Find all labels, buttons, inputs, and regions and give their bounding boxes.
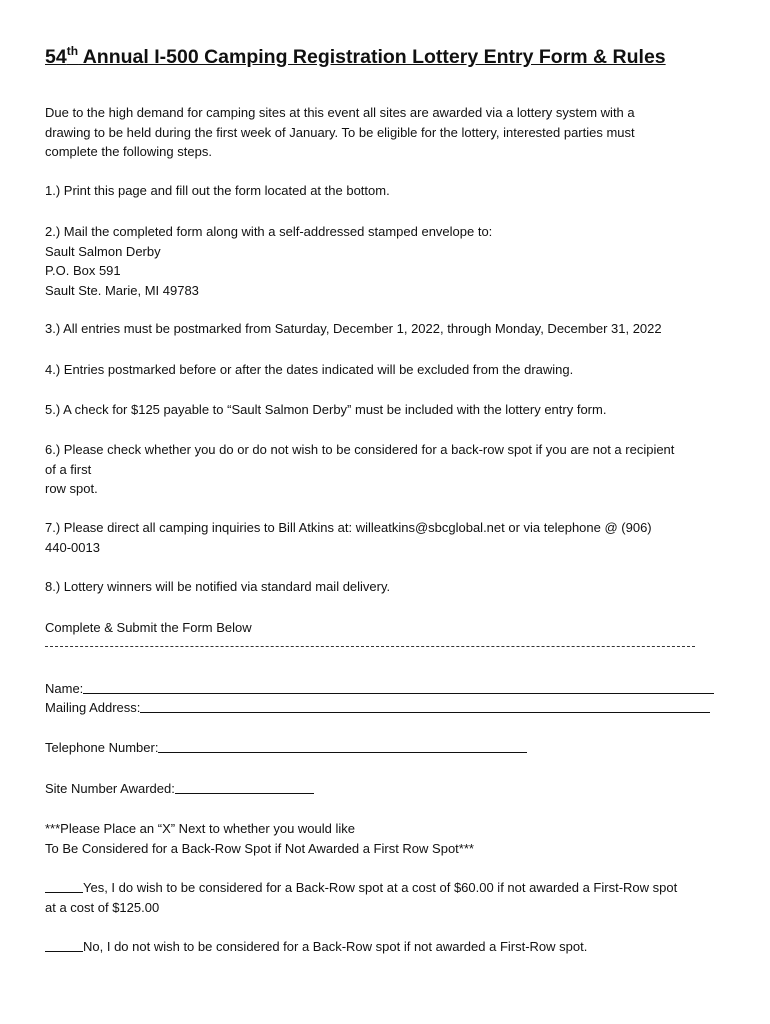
- name-field: [45, 679, 735, 699]
- intro-line: Due to the high demand for camping sites at this event all sites are awarded via a lottery system with a: [45, 105, 635, 120]
- address-line: P.O. Box 591: [45, 263, 121, 278]
- step-6: [45, 440, 735, 499]
- step-text: 7.) Please direct all camping inquiries to Bill Atkins at: willeatkins@sbcglobal.net or via telephone @ (906): [45, 520, 652, 535]
- back-row-instruction: [45, 819, 735, 858]
- form-heading: [45, 618, 735, 638]
- site-number-label: Site Number Awarded:: [45, 781, 175, 796]
- telephone-label: Telephone Number:: [45, 740, 159, 755]
- yes-mark-line[interactable]: [45, 880, 83, 893]
- page-title: [45, 46, 666, 69]
- step-text: 6.) Please check whether you do or do not wish to be considered for a back-row spot if you are not a recipient: [45, 442, 675, 457]
- mailing-address-label: Mailing Address:: [45, 700, 141, 715]
- intro-paragraph: [45, 103, 735, 162]
- name-input-line[interactable]: [83, 681, 714, 694]
- title-text: Annual I-500 Camping Registration Lottery Entry Form & Rules: [78, 46, 666, 68]
- step-text: 3.) All entries must be postmarked from Saturday, December 1, 2022, through Monday, December 31, 2022: [45, 321, 662, 336]
- yes-option: [45, 878, 735, 917]
- intro-line: complete the following steps.: [45, 144, 212, 159]
- step-7: [45, 518, 735, 557]
- form-heading-text: Complete & Submit the Form Below: [45, 620, 252, 635]
- step-8: [45, 577, 735, 597]
- mailing-address-input-line[interactable]: [140, 700, 710, 713]
- address-line: Sault Ste. Marie, MI 49783: [45, 282, 199, 298]
- yes-option-text: Yes, I do wish to be considered for a Back-Row spot at a cost of $60.00 if not awarded a First-Row spot: [83, 880, 678, 895]
- title-ordinal: 54: [45, 46, 67, 68]
- no-mark-line[interactable]: [45, 939, 83, 952]
- address-line: Sault Salmon Derby: [45, 243, 161, 259]
- cut-line-divider: [45, 646, 695, 647]
- yes-option-text-cont: at a cost of $125.00: [45, 899, 160, 915]
- step-text: of a first: [45, 461, 92, 477]
- mailing-address-field: [45, 698, 735, 718]
- step-5: [45, 400, 735, 420]
- step-4: [45, 360, 735, 380]
- no-option-text: No, I do not wish to be considered for a Back-Row spot if not awarded a First-Row spot.: [83, 939, 588, 954]
- step-text: 1.) Print this page and fill out the form located at the bottom.: [45, 183, 390, 198]
- step-text: 8.) Lottery winners will be notified via standard mail delivery.: [45, 579, 391, 594]
- step-text: 4.) Entries postmarked before or after the dates indicated will be excluded from the drawing.: [45, 362, 574, 377]
- step-text: 440-0013: [45, 539, 100, 555]
- intro-line: drawing to be held during the first week of January. To be eligible for the lottery, interested parties must: [45, 124, 635, 140]
- title-suffix: th: [66, 44, 79, 58]
- no-option: [45, 937, 735, 957]
- step-2: [45, 222, 735, 300]
- step-3: [45, 319, 735, 339]
- step-text: 5.) A check for $125 payable to “Sault Salmon Derby” must be included with the lottery entry form.: [45, 402, 607, 417]
- telephone-input-line[interactable]: [158, 740, 527, 753]
- site-number-input-line[interactable]: [175, 781, 314, 794]
- step-1: [45, 181, 735, 201]
- name-label: Name:: [45, 681, 84, 696]
- instruction-line: ***Please Place an “X” Next to whether you would like: [45, 821, 355, 836]
- site-number-field: [45, 779, 735, 799]
- step-text: row spot.: [45, 481, 98, 496]
- instruction-line: To Be Considered for a Back-Row Spot if Not Awarded a First Row Spot***: [45, 840, 474, 856]
- telephone-field: [45, 738, 735, 758]
- step-text: 2.) Mail the completed form along with a self-addressed stamped envelope to:: [45, 224, 493, 239]
